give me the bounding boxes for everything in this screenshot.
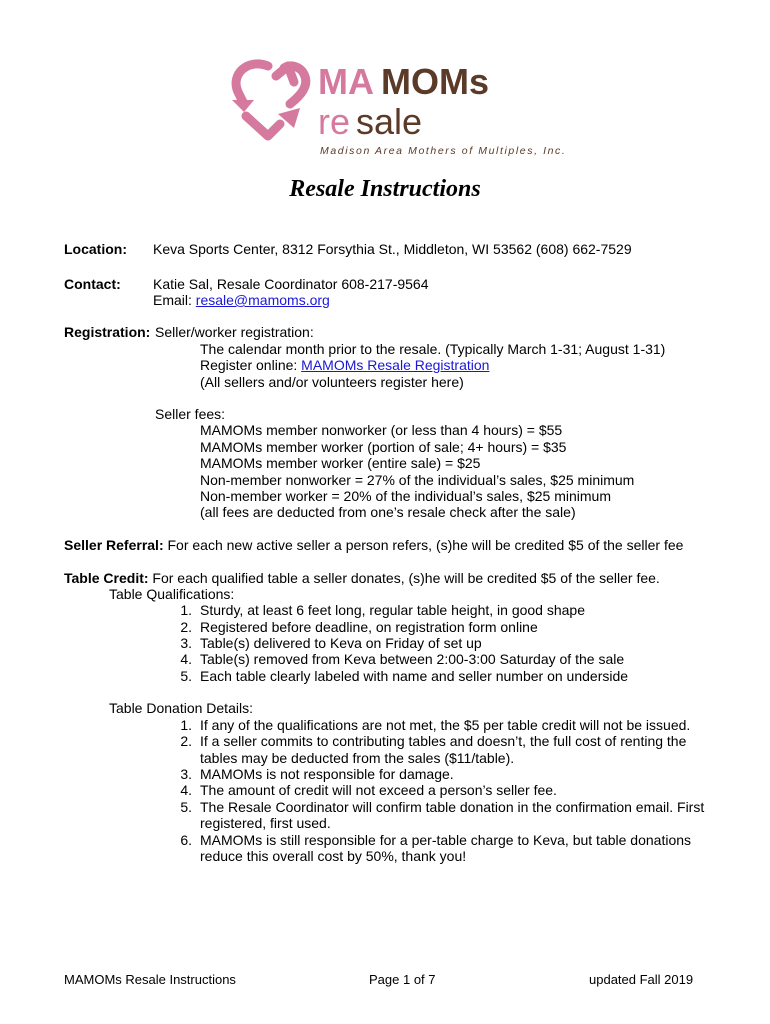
footer-page-number: Page 1 of 7: [369, 972, 436, 987]
registration-online-row: [200, 357, 489, 373]
list-number: 6.: [180, 832, 192, 848]
register-prefix: Register online:: [200, 357, 302, 373]
donation-item: If a seller commits to contributing tables and doesn’t, the full cost of renting the: [200, 733, 687, 749]
contact-line: Katie Sal, Resale Coordinator 608-217-9564: [153, 276, 429, 292]
table-credit-label: Table Credit:: [64, 570, 149, 586]
logo-ma-text: MA: [318, 61, 374, 102]
recycle-heart-icon: [232, 64, 306, 136]
seller-referral-label: Seller Referral:: [64, 537, 164, 553]
location-label: Location:: [64, 241, 127, 257]
fee-item: MAMOMs member worker (entire sale) = $25: [200, 455, 481, 471]
list-number: 2.: [180, 619, 192, 635]
table-qualifications-heading: Table Qualifications:: [109, 586, 235, 602]
table-credit-text: For each qualified table a seller donates, (s)he will be credited $5 of the seller fee.: [148, 570, 660, 586]
table-credit-row: [64, 570, 660, 586]
donation-item-continued: tables may be deducted from the sales ($11/table).: [200, 750, 515, 766]
mamoms-resale-logo: [228, 56, 567, 160]
footer-left: MAMOMs Resale Instructions: [64, 972, 236, 987]
donation-item: The Resale Coordinator will confirm table donation in the confirmation email. First: [200, 799, 705, 815]
footer-right: updated Fall 2019: [589, 972, 694, 987]
qualification-item: Table(s) removed from Keva between 2:00-3:00 Saturday of the sale: [200, 651, 625, 667]
logo-re-text: re: [318, 101, 351, 142]
email-label: Email:: [153, 292, 196, 308]
seller-referral-text: For each new active seller a person refers, (s)he will be credited $5 of the seller fee: [163, 537, 684, 553]
registration-intro: Seller/worker registration:: [155, 324, 314, 340]
list-number: 5.: [180, 668, 192, 684]
donation-item: MAMOMs is not responsible for damage.: [200, 766, 454, 782]
list-number: 2.: [180, 733, 192, 749]
location-value: Keva Sports Center, 8312 Forsythia St., Middleton, WI 53562 (608) 662-7529: [153, 241, 632, 257]
list-number: 1.: [180, 717, 192, 733]
fee-item: MAMOMs member nonworker (or less than 4 hours) = $55: [200, 422, 563, 438]
logo-moms-text: MOMs: [381, 61, 489, 102]
contact-label: Contact:: [64, 276, 121, 292]
qualification-item: Registered before deadline, on registration form online: [200, 619, 538, 635]
seller-fees-heading: Seller fees:: [155, 406, 226, 422]
logo-sale-text: sale: [356, 101, 423, 142]
list-number: 4.: [180, 782, 192, 798]
list-number: 3.: [180, 635, 192, 651]
donation-item: If any of the qualifications are not met, the $5 per table credit will not be issued.: [200, 717, 691, 733]
list-number: 1.: [180, 602, 192, 618]
page-title: Resale Instructions: [289, 176, 481, 202]
donation-item: MAMOMs is still responsible for a per-table charge to Keva, but table donations: [200, 832, 692, 848]
qualification-item: Sturdy, at least 6 feet long, regular table height, in good shape: [200, 602, 585, 618]
registration-note: (All sellers and/or volunteers register here): [200, 374, 464, 390]
email-link[interactable]: resale@mamoms.org: [195, 292, 330, 308]
registration-label: Registration:: [64, 324, 151, 340]
seller-referral-row: [64, 537, 683, 553]
fee-note: (all fees are deducted from one’s resale check after the sale): [200, 504, 576, 520]
donation-item: The amount of credit will not exceed a person’s seller fee.: [200, 782, 557, 798]
contact-email-row: [153, 292, 330, 308]
qualification-item: Each table clearly labeled with name and seller number on underside: [200, 668, 629, 684]
fee-item: Non-member nonworker = 27% of the individual’s sales, $25 minimum: [200, 472, 635, 488]
donation-item-continued: registered, first used.: [200, 815, 331, 831]
registration-period: The calendar month prior to the resale. (Typically March 1-31; August 1-31): [200, 341, 666, 357]
fee-item: MAMOMs member worker (portion of sale; 4+ hours) = $35: [200, 439, 567, 455]
fee-item: Non-member worker = 20% of the individual’s sales, $25 minimum: [200, 488, 611, 504]
list-number: 3.: [180, 766, 192, 782]
registration-link[interactable]: MAMOMs Resale Registration: [301, 357, 490, 373]
table-donation-heading: Table Donation Details:: [109, 700, 253, 716]
list-number: 5.: [180, 799, 192, 815]
list-number: 4.: [180, 651, 192, 667]
logo-tagline: Madison Area Mothers of Multiples, Inc.: [320, 145, 567, 157]
donation-item-continued: reduce this overall cost by 50%, thank you!: [200, 848, 467, 864]
qualification-item: Table(s) delivered to Keva on Friday of set up: [200, 635, 482, 651]
